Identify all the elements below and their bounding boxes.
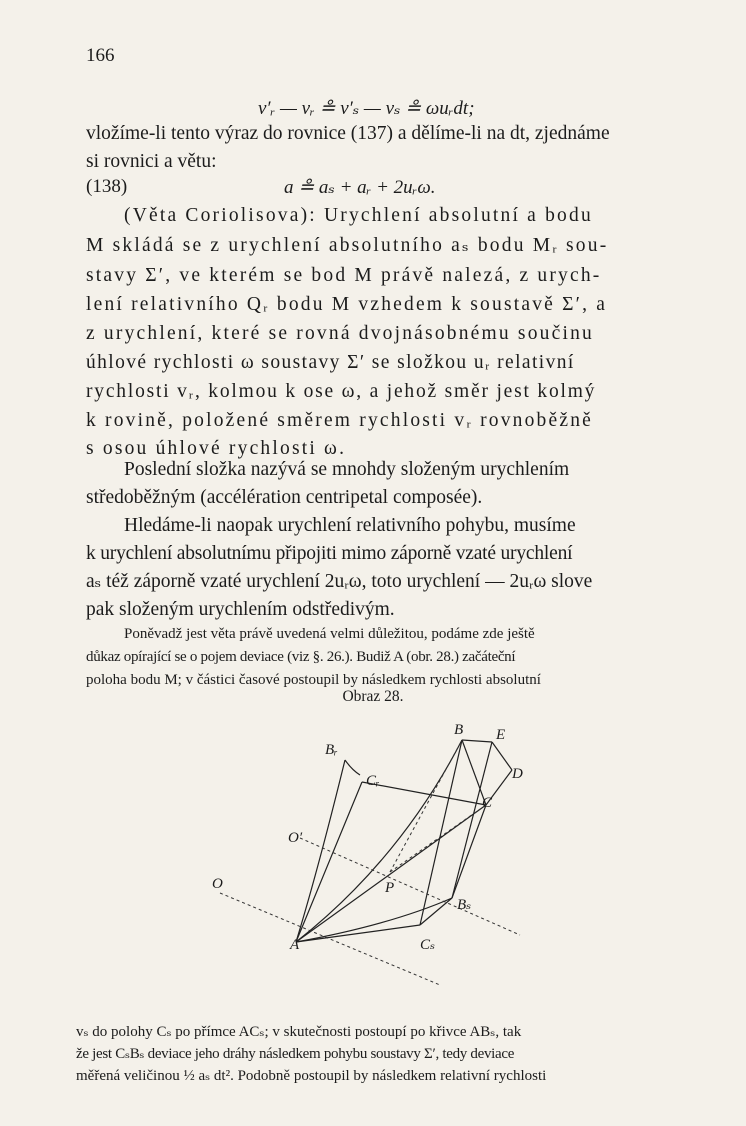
theorem-line: z urychlení, které se rovná dvojnásobnému součinu <box>86 323 594 344</box>
figure-label: D <box>512 766 523 782</box>
figure-label: Cₛ <box>420 937 436 953</box>
theorem-line: rychlosti vᵣ, kolmou k ose ω, a jehož směr jest kolmý <box>86 381 597 402</box>
small-text-line: Poněvadž jest věta právě uvedená velmi důležitou, podáme zde ještě <box>124 626 535 642</box>
text-line: si rovnici a větu: <box>86 151 217 172</box>
page-number: 166 <box>86 45 115 66</box>
figure-label: P <box>385 880 395 896</box>
figure-label: O <box>212 876 223 892</box>
small-text-line: vₛ do polohy Cₛ po přímce ACₛ; v skutečnosti postoupí po křivce ABₛ, tak <box>76 1024 522 1040</box>
figure-label: B <box>454 722 464 738</box>
figure-label: A <box>290 937 300 953</box>
equation-top: v′ᵣ — vᵣ ≗ v′ₛ — vₛ ≗ ωuᵣdt; <box>258 98 475 119</box>
theorem-line: stavy Σ′, ve kterém se bod M právě nalezá, z urych- <box>86 265 602 286</box>
theorem-line: k rovině, položené směrem rychlosti vᵣ rovnoběžně <box>86 410 594 431</box>
theorem-line: s osou úhlové rychlosti ω. <box>86 438 347 459</box>
figure-label: C <box>482 795 493 811</box>
small-text-line: měřená veličinou ½ aₛ dt². Podobně postoupil by následkem relativní rychlosti <box>76 1068 547 1084</box>
figure-label: E <box>496 727 506 743</box>
dashed-axis-Oprime <box>300 838 520 935</box>
text-line: Poslední složka nazývá se mnohdy složeným urychlením <box>124 459 570 480</box>
small-text-line: poloha bodu M; v částici časové postoupil by následkem rychlosti absolutní <box>86 672 541 688</box>
small-text-line: že jest CₛBₛ deviace jeho dráhy následkem pohybu soustavy Σ′, tedy deviace <box>76 1046 515 1062</box>
theorem-line: lení relativního Qᵣ bodu M vzhedem k soustavě Σ′, a <box>86 294 608 315</box>
figure-label: Bᵣ <box>325 742 338 758</box>
figure-label: O′ <box>288 830 303 846</box>
figure-caption: Obraz 28. <box>342 688 404 705</box>
text-line: aₛ též záporně vzaté urychlení 2uᵣω, toto urychlení — 2uᵣω slove <box>86 571 593 592</box>
equation-138: a ≗ aₛ + aᵣ + 2uᵣω. <box>284 177 436 198</box>
text-line: středoběžným (accélération centripetal composée). <box>86 487 483 508</box>
figure-label: Bₛ <box>457 897 472 913</box>
theorem-line: úhlové rychlosti ω soustavy Σ′ se složkou uᵣ relativní <box>86 352 575 373</box>
text-line: pak složeným urychlením odstředivým. <box>86 599 395 620</box>
curve-A-B <box>296 740 462 942</box>
equation-number: (138) <box>86 176 128 197</box>
curve-A-Br <box>296 760 345 942</box>
theorem-line: (Věta Coriolisova): Urychlení absolutní a bodu <box>124 205 593 226</box>
text-line: vložíme-li tento výraz do rovnice (137) a dělíme-li na dt, zjednáme <box>86 123 610 144</box>
small-text-line: důkaz opírající se o pojem deviace (viz §. 26.). Budiž A (obr. 28.) začáteční <box>86 649 516 665</box>
figure-label: Cᵣ <box>366 773 380 789</box>
theorem-line: M skládá se z urychlení absolutního aₛ bodu Mᵣ sou- <box>86 235 609 256</box>
dashed-axis-O <box>220 893 440 985</box>
text-line: Hledáme-li naopak urychlení relativního pohybu, musíme <box>124 515 576 536</box>
text-line: k urychlení absolutnímu připojiti mimo záporně vzaté urychlení <box>86 543 573 564</box>
